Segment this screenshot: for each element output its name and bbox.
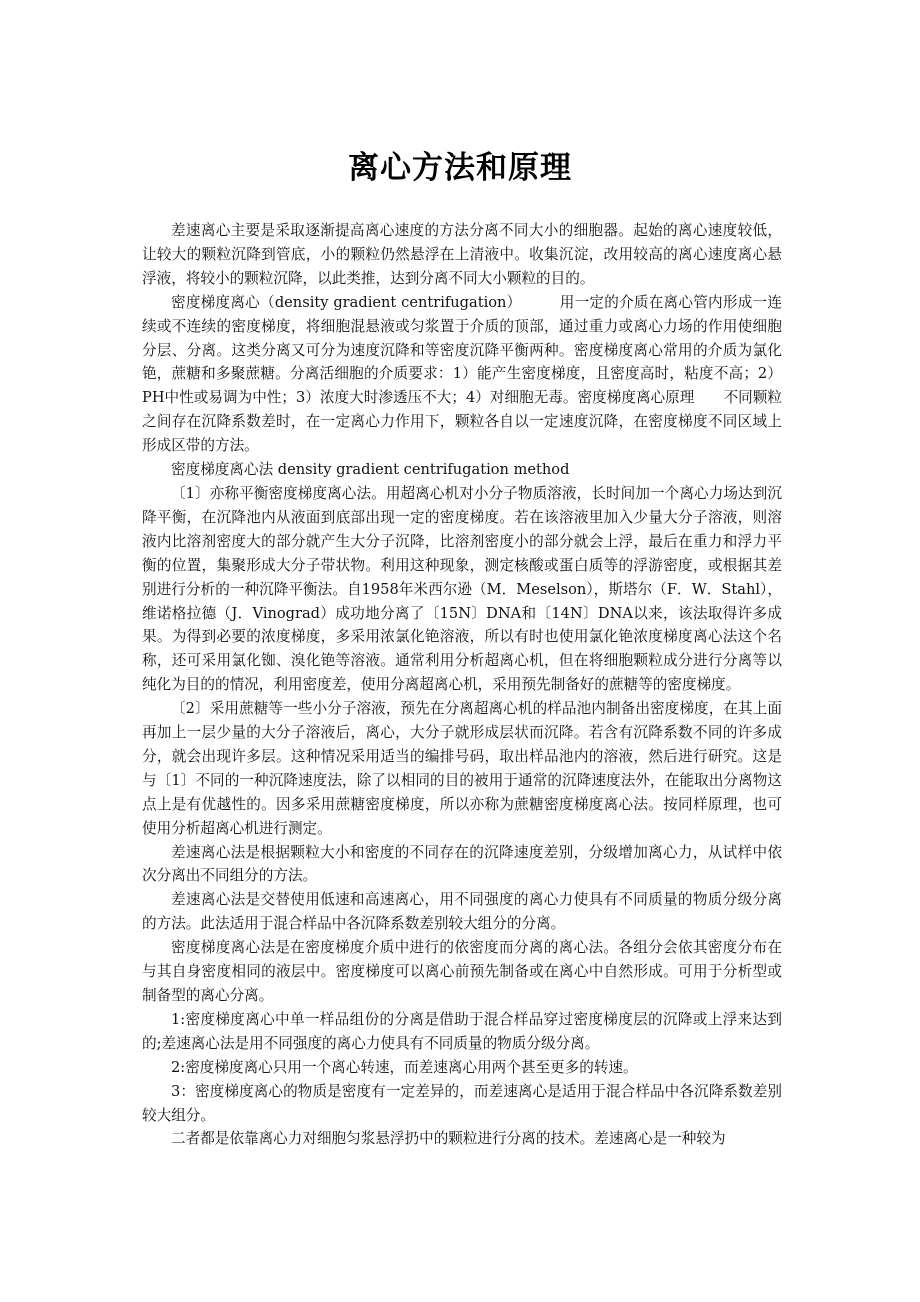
density-gradient-heading: 密度梯度离心（density gradient centrifugation） bbox=[171, 293, 522, 311]
paragraph-comparison-1: 1:密度梯度离心中单一样品组份的分离是借助于混合样品穿过密度梯度层的沉降或上浮来达到的;差速离心法是用不同强度的离心力使具有不同质量的物质分级分离。 bbox=[142, 1010, 782, 1052]
paragraph-density-definition: 密度梯度离心法是在密度梯度介质中进行的依密度而分离的离心法。各组分会依其密度分布在与其自身密度相同的液层中。密度梯度可以离心前预先制备或在离心中自然形成。可用于分析型或制备型的离心分离。 bbox=[142, 939, 782, 1004]
paragraph-comparison-3: 3：密度梯度离心的物质是密度有一定差异的，而差速离心是适用于混合样品中各沉降系数差别较大组分。 bbox=[142, 1082, 782, 1124]
paragraph-comparison-2: 2:密度梯度离心只用一个离心转速，而差速离心用两个甚至更多的转速。 bbox=[171, 1058, 638, 1076]
document-title: 离心方法和原理 bbox=[348, 150, 572, 186]
document-body bbox=[142, 219, 782, 1151]
paragraph-method-1: 〔1〕亦称平衡密度梯度离心法。用超离心机对小分子物质溶液，长时间加一个离心力场达到沉降平衡，在沉降池内从液面到底部出现一定的密度梯度。若在该溶液里加入少量大分子溶液，则溶液内比溶剂密度大的部分就产生大分子沉降，比溶剂密度小的部分就会上浮，最后在重力和浮力平衡的位置，集聚形成大分子带状物。利用这种现象，测定核酸或蛋白质等的浮游密度，或根据其差别进行分析的一种沉降平衡法。自1958年米西尔逊（M．Meselson），斯塔尔（F．W．Stahl），维诺格拉德（J．Vinograd）成功地分离了〔15N〕DNA和〔14N〕DNA以来，该法取得许多成果。为得到必要的浓度梯度，多采用浓氯化铯溶液，所以有时也使用氯化铯浓度梯度离心法这个名称，还可采用氯化铷、溴化铯等溶液。通常利用分析超离心机，但在将细胞颗粒成分进行分离等以纯化为目的的情况，利用密度差，使用分离超离心机，采用预先制备好的蔗糖等的密度梯度。 bbox=[142, 484, 782, 694]
paragraph-differential-definition-1: 差速离心法是根据颗粒大小和密度的不同存在的沉降速度差别，分级增加离心力，从试样中依次分离出不同组分的方法。 bbox=[142, 843, 782, 885]
paragraph-method-2: 〔2〕采用蔗糖等一些小分子溶液，预先在分离超离心机的样品池内制备出密度梯度，在其上面再加上一层少量的大分子溶液后，离心，大分子就形成层状而沉降。若含有沉降系数不同的许多成分，就会出现许多层。这种情况采用适当的编排号码，取出样品池内的溶液，然后进行研究。这是与〔1〕不同的一种沉降速度法，除了以相同的目的被用于通常的沉降速度法外，在能取出分离物这点上是有优越性的。因多采用蔗糖密度梯度，所以亦称为蔗糖密度梯度离心法。按同样原理，也可使用分析超离心机进行测定。 bbox=[142, 700, 782, 837]
paragraph-differential-centrifugation: 差速离心主要是采取逐渐提高离心速度的方法分离不同大小的细胞器。起始的离心速度较低，让较大的颗粒沉降到管底，小的颗粒仍然悬浮在上清液中。收集沉淀，改用较高的离心速度离心悬浮液，将较小的颗粒沉降，以此类推，达到分离不同大小颗粒的目的。 bbox=[142, 222, 782, 287]
paragraph-method-heading: 密度梯度离心法 density gradient centrifugation method bbox=[171, 461, 570, 479]
paragraph-density-gradient-definition bbox=[142, 291, 782, 458]
paragraph-summary: 二者都是依靠离心力对细胞匀浆悬浮扔中的颗粒进行分离的技术。差速离心是一种较为 bbox=[171, 1130, 726, 1148]
density-gradient-description: 用一定的介质在离心管内形成一连续或不连续的密度梯度，将细胞混悬液或匀浆置于介质的顶部，通过重力或离心力场的作用使细胞分层、分离。这类分离又可分为速度沉降和等密度沉降平衡两种。密度梯度离心常用的介质为氯化铯，蔗糖和多聚蔗糖。分离活细胞的介质要求：1）能产生密度梯度，且密度高时，粘度不高；2）PH中性或易调为中性；3）浓度大时渗透压不大；4）对细胞无毒。密度梯度离心原理 不同颗粒之间存在沉降系数差时，在一定离心力作用下，颗粒各自以一定速度沉降，在密度梯度不同区域上形成区带的方法。 bbox=[142, 293, 782, 455]
paragraph-differential-definition-2: 差速离心法是交替使用低速和高速离心，用不同强度的离心力使具有不同质量的物质分级分离的方法。此法适用于混合样品中各沉降系数差别较大组分的分离。 bbox=[142, 891, 782, 933]
